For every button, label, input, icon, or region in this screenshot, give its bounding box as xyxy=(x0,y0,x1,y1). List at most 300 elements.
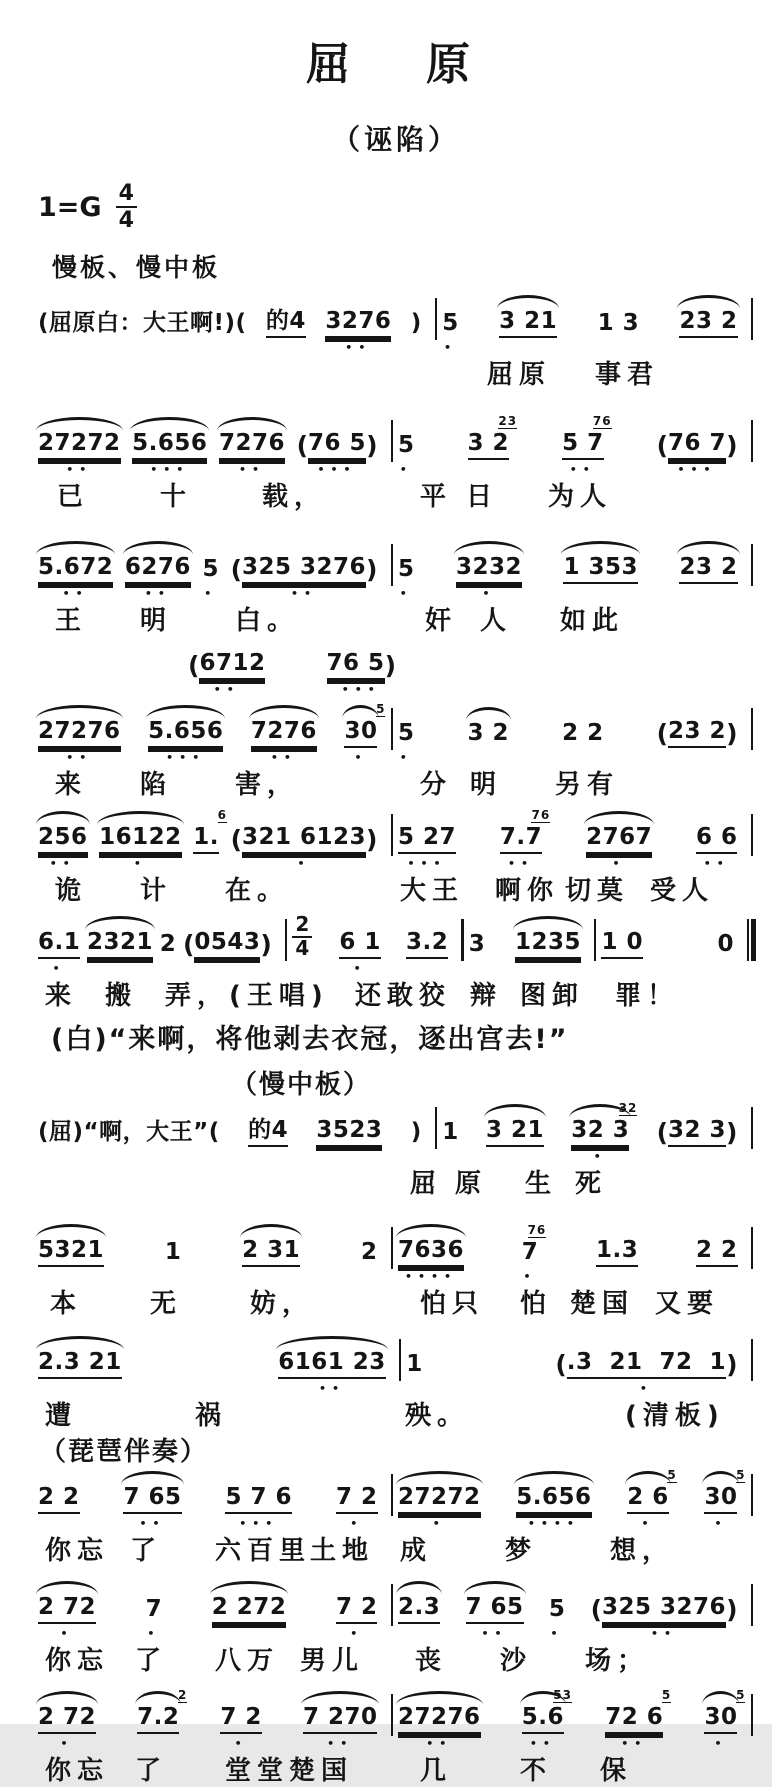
end-barline xyxy=(751,708,754,750)
note-digits: 27276 xyxy=(38,720,121,748)
music-system xyxy=(36,1470,756,1566)
note-token xyxy=(123,1470,181,1530)
note-digits: 2 2 xyxy=(696,1239,738,1267)
lyrics-row xyxy=(36,1395,756,1431)
note-digits: 5 7 6 xyxy=(225,1486,292,1514)
time-signature-change xyxy=(292,914,312,959)
tempo-marking: 慢板、慢中板 xyxy=(52,253,221,283)
slur-arc-icon xyxy=(240,1224,302,1238)
note-token xyxy=(696,810,738,870)
note-token xyxy=(344,702,386,765)
note-token xyxy=(515,915,581,975)
note-token xyxy=(717,917,734,975)
lyric-token: 男儿 xyxy=(300,1646,365,1677)
barline xyxy=(391,1474,394,1516)
lyric-token: 王 xyxy=(55,606,88,637)
note-token xyxy=(336,1580,378,1640)
octave-dots-icon: • xyxy=(482,587,496,601)
lyric-token: 土地 xyxy=(310,1536,375,1567)
grace-note: 2 xyxy=(177,1688,188,1703)
note-token xyxy=(398,1690,481,1750)
octave-dots-icon: •• xyxy=(481,1627,508,1641)
note-digits: 2 272 xyxy=(212,1596,287,1624)
spoken-line: (白)“来啊，将他剥去衣冠，逐出宫去!” xyxy=(51,1024,569,1056)
note-digits: 7 xyxy=(521,1239,539,1266)
note-digits: 2 72 xyxy=(38,1706,96,1734)
measure xyxy=(36,1690,388,1750)
note-digits: 5.656 xyxy=(132,432,207,460)
open-paren: ( xyxy=(656,1118,668,1148)
lyric-token: 分 xyxy=(420,770,453,801)
note-digits: 2 2 xyxy=(562,720,604,747)
note-digits: 23 2 xyxy=(679,556,737,584)
lyric-token: 奸 xyxy=(425,606,458,637)
grace-note: 5 xyxy=(376,702,386,717)
close-paren: ) xyxy=(384,651,396,681)
octave-dots-icon: • xyxy=(399,463,413,477)
lyric-token: 殃。 xyxy=(405,1401,470,1432)
close-paren: ) xyxy=(366,825,378,855)
note-token xyxy=(605,1688,672,1751)
measure xyxy=(396,1470,748,1530)
note-token xyxy=(212,1580,287,1640)
note-digits: 5 7 xyxy=(562,432,604,460)
slur-arc-icon xyxy=(342,705,379,719)
octave-dots-icon: • xyxy=(593,1150,607,1164)
lyric-token: 日 xyxy=(466,482,499,513)
note-token xyxy=(193,808,227,870)
note-digits: 30 xyxy=(704,1706,737,1734)
octave-dots-icon: •• xyxy=(66,463,93,477)
note-token xyxy=(303,1690,378,1750)
notes-row xyxy=(36,1223,756,1283)
octave-dots-icon: •• xyxy=(291,587,318,601)
key-signature: 1=G xyxy=(38,191,102,223)
octave-dots-icon: • xyxy=(523,1270,537,1284)
octave-dots-icon: ••• xyxy=(166,751,206,765)
lyric-token: 本 xyxy=(50,1289,83,1320)
lyric-token: (清板) xyxy=(625,1401,725,1432)
lyric-token: 事君 xyxy=(595,360,660,391)
slur-arc-icon xyxy=(36,1336,124,1350)
note-token xyxy=(165,1225,182,1283)
note-token xyxy=(231,810,378,870)
grace-note: 23 xyxy=(498,414,518,429)
barline xyxy=(391,1584,394,1626)
section-label: （慢中板） xyxy=(231,1070,372,1101)
grace-note: 53 xyxy=(553,1688,572,1703)
lyric-token: 了 xyxy=(135,1756,168,1787)
notes-row xyxy=(36,1103,756,1163)
lyric-token: 了 xyxy=(135,1646,168,1677)
barline xyxy=(594,919,597,961)
lyric-token: 明 xyxy=(140,606,173,637)
note-digits: 5 xyxy=(398,720,415,747)
end-barline xyxy=(751,814,754,856)
music-system xyxy=(36,704,756,800)
note-digits: 1 3 xyxy=(597,310,640,337)
lyric-token: 沙 xyxy=(500,1646,533,1677)
lyric-token: 明 xyxy=(470,770,503,801)
note-digits: 23 2 xyxy=(668,720,726,748)
note-token xyxy=(627,1468,677,1531)
barline xyxy=(435,298,438,340)
note-digits: 3232 xyxy=(456,556,522,584)
score-body xyxy=(36,294,756,1786)
lyrics-row xyxy=(36,870,756,906)
note-digits: 72 6 xyxy=(605,1706,663,1734)
note-digits: 1.3 xyxy=(596,1239,638,1267)
barline xyxy=(391,814,394,856)
note-token xyxy=(679,540,737,600)
note-digits: 325 3276 xyxy=(242,556,366,584)
note-token xyxy=(160,917,177,975)
barline xyxy=(285,919,288,961)
note-digits: 76 7 xyxy=(668,432,726,460)
note-token xyxy=(442,296,459,354)
lyric-token: 陷 xyxy=(140,770,173,801)
lyrics-row xyxy=(36,354,756,390)
note-digits: 7 65 xyxy=(466,1596,524,1624)
note-digits: 321 6123 xyxy=(242,826,366,854)
note-digits: 7276 xyxy=(219,432,285,460)
time-signature-denominator: 4 xyxy=(118,208,134,234)
grace-note: 5 xyxy=(736,1688,746,1703)
note-digits: 2 6 xyxy=(627,1486,669,1514)
note-digits: 5 27 xyxy=(398,826,456,854)
open-paren: ( xyxy=(182,930,195,960)
slur-arc-icon xyxy=(677,295,739,309)
note-token xyxy=(38,1580,96,1640)
lyric-token: 罪！ xyxy=(615,981,680,1012)
measure xyxy=(186,636,406,696)
lyric-token: 已 xyxy=(57,482,90,513)
note-token xyxy=(231,540,378,600)
grace-note: 76 xyxy=(531,808,551,823)
note-token xyxy=(499,808,551,871)
note-token xyxy=(601,915,643,975)
note-digits: 7636 xyxy=(398,1239,464,1267)
note-token xyxy=(202,542,219,600)
music-system xyxy=(36,914,756,1011)
note-digits: 1 0 xyxy=(601,931,643,959)
music-system xyxy=(36,416,756,512)
note-token xyxy=(563,540,638,600)
lyric-token: 为人 xyxy=(548,482,613,513)
octave-dots-icon: • xyxy=(550,1627,564,1641)
notes-row xyxy=(186,636,406,696)
note-token xyxy=(704,1468,746,1531)
note-token xyxy=(562,414,612,477)
slur-arc-icon xyxy=(36,417,123,431)
lyric-token: 诡 xyxy=(55,876,88,907)
slur-arc-icon xyxy=(276,1336,388,1350)
open-paren: ( xyxy=(296,431,309,461)
note-token xyxy=(278,1335,386,1395)
note-digits: 32 3 xyxy=(571,1119,629,1147)
measure xyxy=(36,915,282,975)
measure xyxy=(396,704,748,764)
grace-note: 5 xyxy=(667,1468,677,1483)
octave-dots-icon: • xyxy=(714,1737,728,1751)
lyric-token: 丧 xyxy=(415,1646,448,1677)
measure xyxy=(404,1335,747,1395)
section-label: （琵琶伴奏） xyxy=(40,1437,209,1468)
lyric-token: 了 xyxy=(130,1536,163,1567)
lyric-token: 你忘 xyxy=(45,1756,110,1787)
note-digits: 6 6 xyxy=(696,826,738,854)
measure xyxy=(440,294,747,354)
notes-row xyxy=(36,1690,756,1750)
octave-dots-icon: • xyxy=(60,1627,74,1641)
notes-row xyxy=(36,416,756,476)
note-token xyxy=(225,1470,292,1530)
note-token xyxy=(679,294,737,354)
open-paren: ( xyxy=(230,555,243,585)
end-barline xyxy=(751,298,754,340)
open-paren: ( xyxy=(590,1595,603,1625)
lyric-token: 平 xyxy=(420,482,453,513)
grace-note: 5 xyxy=(736,1468,746,1483)
slur-arc-icon xyxy=(217,417,287,431)
barline xyxy=(391,708,394,750)
lyric-token: 辩 xyxy=(470,981,503,1012)
note-digits: ) xyxy=(410,310,422,337)
octave-dots-icon: • xyxy=(612,857,626,871)
note-token xyxy=(499,294,557,354)
note-digits: 7 2 xyxy=(336,1486,378,1514)
note-token xyxy=(38,1223,104,1283)
lyrics-row xyxy=(36,1750,756,1786)
note-token xyxy=(38,540,113,600)
note-token xyxy=(586,810,652,870)
slur-arc-icon xyxy=(497,295,559,309)
note-digits: 2767 xyxy=(586,826,652,854)
note-digits: 27272 xyxy=(398,1486,481,1514)
octave-dots-icon: •• xyxy=(569,463,596,477)
note-digits: ) xyxy=(410,1119,422,1146)
note-token xyxy=(38,915,80,975)
close-paren: ) xyxy=(726,1595,738,1625)
lyric-token: 人 xyxy=(480,606,513,637)
barline xyxy=(399,1339,402,1381)
close-paren: ) xyxy=(260,930,272,960)
note-token xyxy=(657,416,738,476)
note-digits: (屈原白：大王啊!)( xyxy=(38,310,247,337)
barline xyxy=(391,1227,394,1269)
slur-arc-icon xyxy=(85,916,155,930)
octave-dots-icon: •• xyxy=(345,341,372,355)
note-digits: 3 21 xyxy=(486,1119,544,1147)
music-system xyxy=(186,636,406,696)
note-digits: 的4 xyxy=(248,1119,288,1147)
note-digits: 2 xyxy=(360,1239,378,1266)
lyrics-row xyxy=(36,476,756,512)
notes-row xyxy=(36,914,756,975)
note-digits: 5.656 xyxy=(148,720,223,748)
lyric-token: 楚国 xyxy=(570,1289,635,1320)
note-digits: 30 xyxy=(344,720,377,748)
music-system xyxy=(36,1335,756,1431)
octave-dots-icon: •• xyxy=(144,587,171,601)
note-token xyxy=(38,1335,122,1395)
note-token xyxy=(251,704,317,764)
octave-dots-icon: •• xyxy=(508,857,535,871)
slur-arc-icon xyxy=(301,1691,380,1705)
close-paren: ) xyxy=(726,719,738,749)
note-digits: 76 5 xyxy=(308,432,366,460)
final-double-barline xyxy=(747,919,756,961)
note-token xyxy=(325,294,391,354)
note-token xyxy=(242,1223,300,1283)
lyrics-row xyxy=(36,975,756,1011)
note-token xyxy=(183,915,272,975)
note-digits: 256 xyxy=(38,826,88,854)
slur-arc-icon xyxy=(396,1691,483,1705)
octave-dots-icon: • xyxy=(60,1737,74,1751)
music-system xyxy=(36,1580,756,1676)
octave-dots-icon: • xyxy=(432,1517,446,1531)
note-digits: 0543 xyxy=(194,931,260,959)
grace-note: 76 xyxy=(527,1223,547,1238)
lyric-token: 大王 xyxy=(400,876,465,907)
note-token xyxy=(456,540,522,600)
lyric-token: 如此 xyxy=(560,606,625,637)
measure xyxy=(396,1223,748,1283)
octave-dots-icon: • xyxy=(714,1517,728,1531)
measure xyxy=(36,1223,388,1283)
lyric-token: 图卸 xyxy=(520,981,585,1012)
octave-dots-icon: • xyxy=(639,1382,653,1396)
open-paren: ( xyxy=(188,651,200,681)
note-digits: 2.3 21 xyxy=(38,1351,122,1379)
note-digits: 3 xyxy=(468,931,486,958)
note-digits: 23 2 xyxy=(679,310,737,338)
end-barline xyxy=(751,420,754,462)
note-token xyxy=(442,1105,459,1163)
note-digits: 5 xyxy=(548,1596,566,1623)
octave-dots-icon: • xyxy=(234,1737,248,1751)
measure xyxy=(440,1103,747,1163)
note-token xyxy=(99,810,182,870)
note-token xyxy=(148,704,223,764)
close-paren: ) xyxy=(726,1118,738,1148)
note-digits: 1 353 xyxy=(563,556,638,584)
octave-dots-icon: • xyxy=(641,1517,655,1531)
notes-row xyxy=(36,1580,756,1640)
notes-row xyxy=(36,1470,756,1530)
octave-dots-icon: •• xyxy=(426,1737,453,1751)
note-digits: .3 21 72 1 xyxy=(567,1351,726,1379)
grace-note: 32 xyxy=(618,1101,638,1116)
note-token xyxy=(398,810,456,870)
lyric-token: 屈原 xyxy=(487,360,552,391)
octave-dots-icon: •• xyxy=(327,1737,354,1751)
note-digits: 3.2 xyxy=(406,931,448,959)
note-token xyxy=(406,1337,423,1395)
note-digits: 325 3276 xyxy=(602,1596,726,1624)
close-paren: ) xyxy=(366,431,378,461)
end-barline xyxy=(751,1107,754,1149)
measure xyxy=(36,1103,432,1163)
barline xyxy=(391,1694,394,1736)
measure xyxy=(396,810,748,870)
note-token xyxy=(467,414,518,476)
note-digits: 1 xyxy=(406,1351,423,1378)
octave-dots-icon: •••• xyxy=(527,1517,580,1531)
lyric-token: 遭 xyxy=(45,1401,78,1432)
end-barline xyxy=(751,1694,754,1736)
lyric-token: 切莫 xyxy=(565,876,630,907)
open-paren: ( xyxy=(555,1350,567,1380)
lyrics-row xyxy=(36,1283,756,1319)
note-token xyxy=(411,296,422,354)
barline xyxy=(391,420,394,462)
octave-dots-icon: ••• xyxy=(341,683,381,697)
slur-arc-icon xyxy=(36,811,90,825)
note-token xyxy=(657,1103,738,1163)
note-digits: 6276 xyxy=(125,556,191,584)
octave-dots-icon: •• xyxy=(703,857,730,871)
slur-arc-icon xyxy=(677,541,739,555)
slur-arc-icon xyxy=(513,916,583,930)
barline xyxy=(461,919,464,961)
note-digits: 1235 xyxy=(515,931,581,959)
note-digits: 1 xyxy=(164,1239,182,1266)
octave-dots-icon: •• xyxy=(238,463,266,477)
note-digits: 2 2 xyxy=(38,1486,80,1514)
lyric-token: 还敢狡 xyxy=(355,981,452,1012)
lyric-token: 死 xyxy=(575,1169,608,1200)
lyric-token: 成 xyxy=(400,1536,433,1567)
slur-arc-icon xyxy=(249,705,319,719)
note-digits: 6 1 xyxy=(339,931,381,959)
measure xyxy=(36,1580,388,1640)
note-digits: 7 65 xyxy=(123,1486,181,1514)
octave-dots-icon: •• xyxy=(529,1737,556,1751)
note-token xyxy=(406,915,448,975)
slur-arc-icon xyxy=(146,705,225,719)
note-digits: 2 31 xyxy=(242,1239,300,1267)
note-token xyxy=(398,1580,440,1640)
octave-dots-icon: ••• xyxy=(407,857,447,871)
barline xyxy=(435,1107,438,1149)
slur-arc-icon xyxy=(561,541,640,555)
slur-arc-icon xyxy=(625,1471,671,1485)
note-token xyxy=(562,706,604,764)
slur-arc-icon xyxy=(135,1691,181,1705)
note-token xyxy=(146,1582,163,1640)
note-token xyxy=(516,1470,591,1530)
music-system xyxy=(36,810,756,906)
measure xyxy=(467,915,591,975)
note-token xyxy=(398,418,415,476)
note-token xyxy=(297,416,378,476)
note-token xyxy=(38,704,121,764)
end-barline xyxy=(751,1474,754,1516)
note-token xyxy=(468,706,510,764)
lyrics-row xyxy=(36,600,756,636)
lyric-token: 在。 xyxy=(225,876,290,907)
note-token xyxy=(316,1103,382,1163)
note-digits: 2 72 xyxy=(38,1596,96,1624)
lyric-token: 又要 xyxy=(655,1289,720,1320)
grace-note: 76 xyxy=(592,414,612,429)
lyric-token: 另有 xyxy=(555,770,620,801)
note-digits: 7 2 xyxy=(336,1596,378,1624)
octave-dots-icon: •• xyxy=(651,1627,678,1641)
note-digits: 32 3 xyxy=(668,1119,726,1147)
